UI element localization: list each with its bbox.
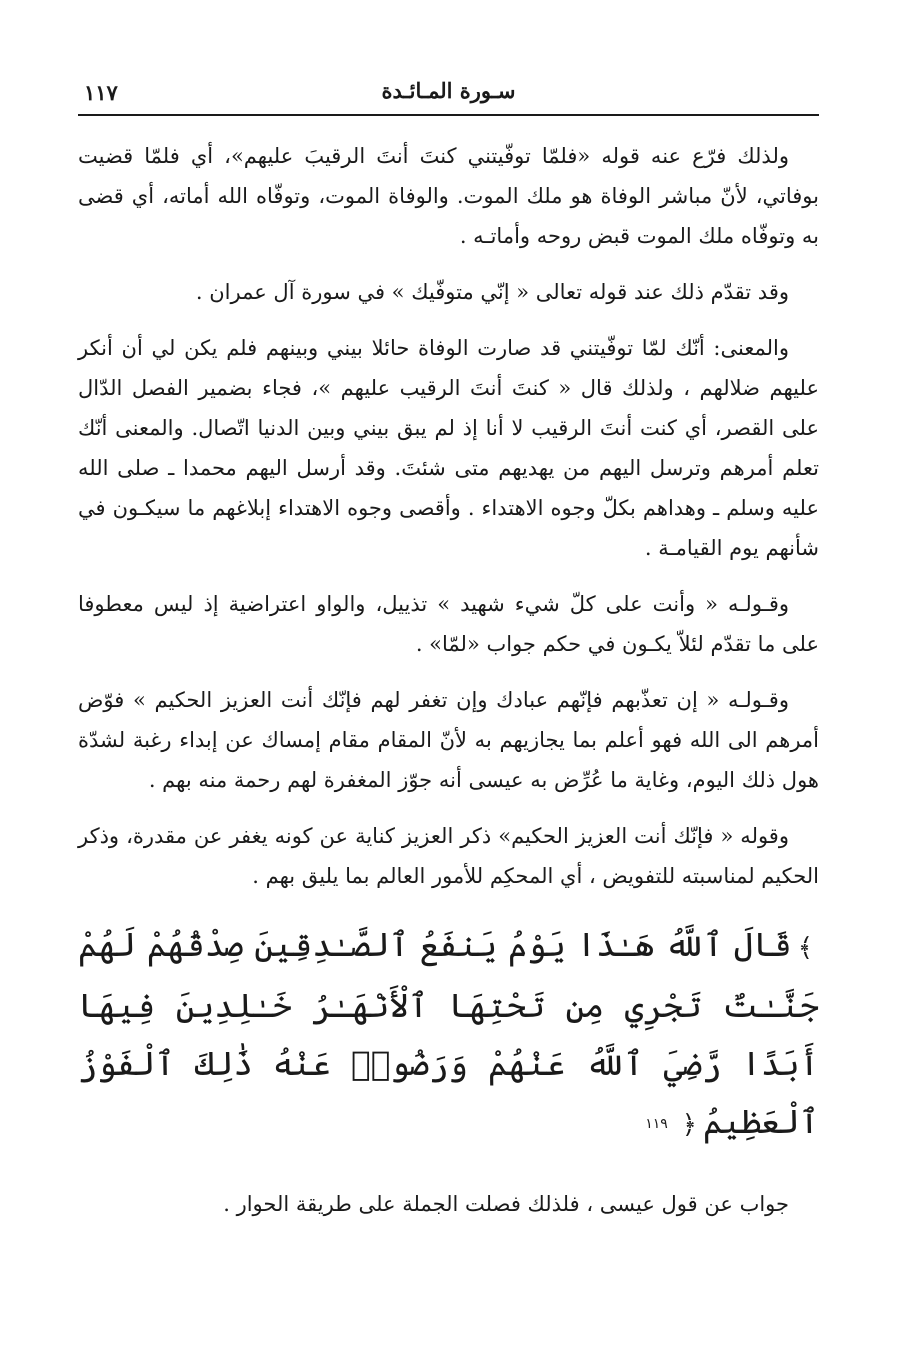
page-number: ١١٧ [84, 80, 118, 105]
verse-close-bracket: ﴿ [681, 1110, 697, 1140]
verse-number: ١١٩ [645, 1116, 668, 1132]
running-title: سـورة المـائـدة [381, 78, 516, 103]
paragraph-1: ولذلك فرّع عنه قوله «فلمّا توفّيتني كنتَ أنتَ الرقيبَ عليهم»، أي فلمّا قضيت بوفاتي، لأنّ مباشر الوفاة هو ملك الموت. والوفاة الموت، وتوفّاه الله أماته، أي قضى به وتوفّاه ملك الموت قبض روحه وأماتـه . [78, 144, 819, 248]
page-header [78, 74, 819, 116]
quran-verse [78, 916, 819, 1154]
page-body [78, 136, 819, 1240]
final-paragraph: جواب عن قول عيسى ، فلذلك فصلت الجملة على طريقة الحوار . [223, 1192, 789, 1216]
verse-text: قَالَ ٱللَّهُ هَـٰذَا يَوْمُ يَنفَعُ ٱلصَّـٰدِقِينَ صِدْقُهُمْ لَهُمْ جَنَّـٰتٌ تَجْرِي مِن تَحْتِهَا ٱلْأَنْهَـٰرُ خَـٰلِدِينَ فِيهَا أَبَدًا رَّضِيَ ٱللَّهُ عَنْهُمْ وَرَضُوا۟ عَنْهُ ذَٰلِكَ ٱلْفَوْزُ ٱلْعَظِيمُ [78, 925, 819, 1141]
paragraph-2: وقد تقدّم ذلك عند قوله تعالى « إنّي متوفّيك » في سورة آل عمران . [195, 280, 789, 304]
verse-open-bracket: ﴾ [797, 933, 813, 963]
paragraph-6: وقوله « فإنّك أنت العزيز الحكيم» ذكر العزيز كناية عن كونه يغفر عن مقدرة، وذكر الحكيم لمناسبته للتفويض ، أي المحكِم للأمور العالم بما يليق بهم . [78, 824, 819, 888]
paragraph-3: والمعنى: أنّك لمّا توفّيتني قد صارت الوفاة حائلا بيني وبينهم فلم يكن لي أن أنكر عليهم ضلالهم ، ولذلك قال « كنتَ أنتَ الرقيب عليهم »، فجاء بضمير الفصل الدّال على القصر، أي كنت أنتَ الرقيب لا أنا إذ لم يبق بيني وبين الدنيا اتّصال. والمعنى أنّك تعلم أمرهم وترسل اليهم من يهديهم متى شئتَ. وقد أرسل اليهم محمدا ـ صلى الله عليه وسلم ـ وهداهم بكلّ وجوه الاهتداء . وأقصى وجوه الاهتداء إبلاغهم ما سيكـون في شأنهم يوم القيامـة . [78, 336, 819, 560]
paragraph-5: وقـولـه « إن تعذّبهم فإنّهم عبادك وإن تغفر لهم فإنّك أنت العزيز الحكيم » فوّض أمرهم الى الله فهو أعلم بما يجازيهم به لأنّ المقام مقام إمساك عن إبداء رغبة لشدّة هول ذلك اليوم، وغاية ما عُرِّض به عيسى أنه جوّز المغفرة لهم رحمة منه بهم . [78, 688, 819, 792]
paragraph-4: وقـولـه « وأنت على كلّ شيء شهيد » تذييل، والواو اعتراضية إذ ليس معطوفا على ما تقدّم لئلاّ يكـون في حكم جواب «لمّا» . [78, 592, 819, 656]
